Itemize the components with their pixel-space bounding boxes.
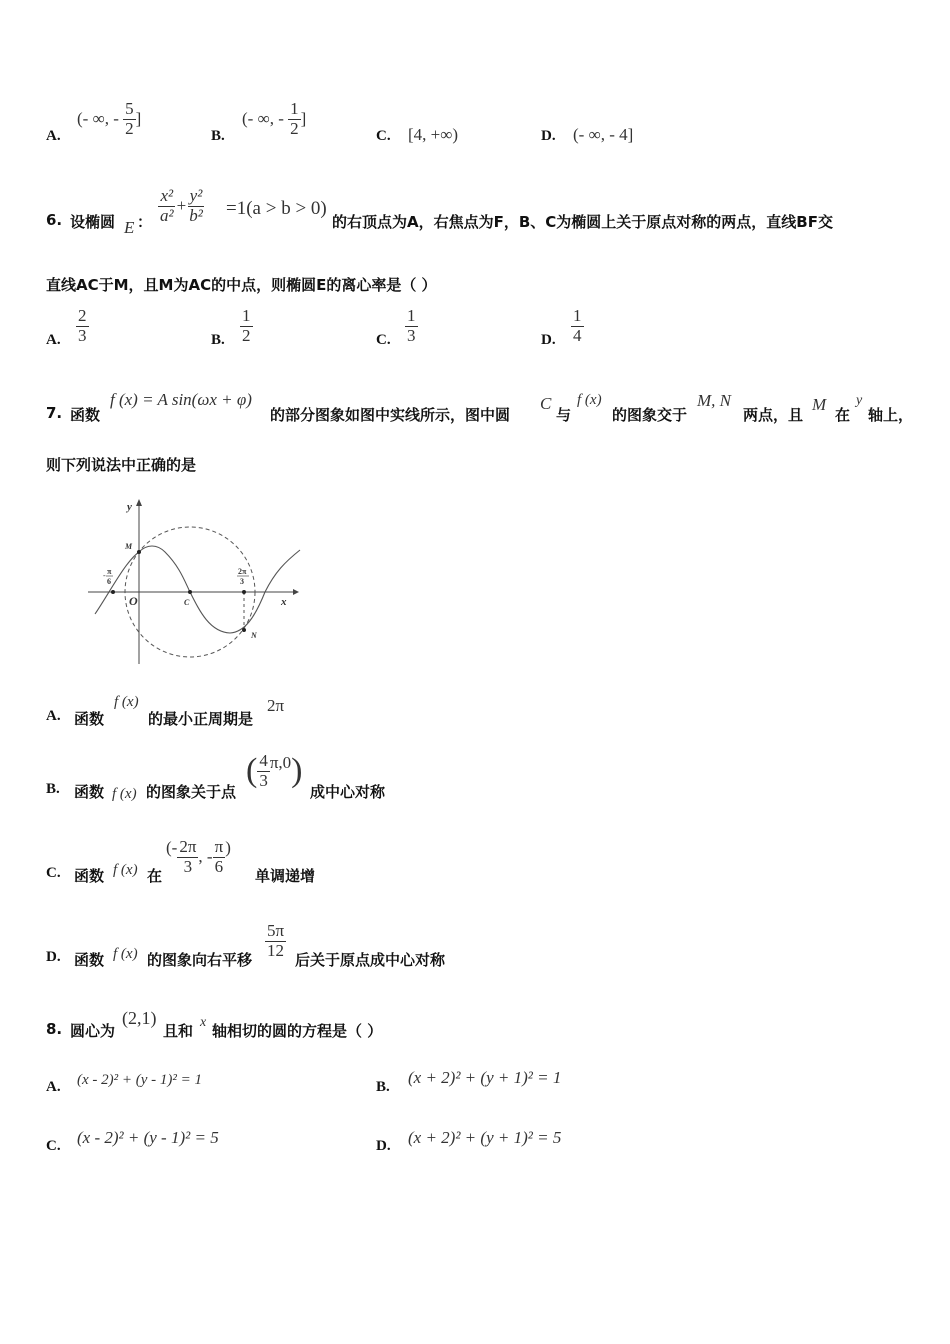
q7-function-formula: f (x) = A sin(ωx + φ) <box>110 390 252 409</box>
q8-option-a-expr: (x - 2)² + (y - 1)² = 1 <box>77 1072 203 1088</box>
q7-number: 7. <box>46 404 63 422</box>
q7-option-d-label[interactable]: D. <box>46 949 61 965</box>
q7-text-1: 函数 <box>70 406 101 424</box>
figure-3-label: 3 <box>240 577 244 586</box>
q6-option-a-value: $\frac{2}{3}$ <box>78 306 87 345</box>
q8-number: 8. <box>46 1020 63 1038</box>
q7-figure <box>85 492 310 670</box>
q7-option-d-text-2: 的图象向右平移 <box>147 951 253 969</box>
q7-circle-c: C <box>540 394 552 413</box>
q8-option-a-label[interactable]: A. <box>46 1079 61 1095</box>
q8-option-d-label[interactable]: D. <box>376 1138 391 1154</box>
q6-equation-rest: =1(a > b > 0) <box>226 198 327 219</box>
figure-y-label: y <box>127 501 132 513</box>
figure-pi-label: π <box>107 567 112 576</box>
q8-text-1: 圆心为 <box>70 1022 116 1040</box>
q8-option-c-expr: (x - 2)² + (y - 1)² = 5 <box>77 1128 219 1147</box>
q7-fx: f (x) <box>577 392 602 408</box>
q7-points-mn: M, N <box>697 391 731 410</box>
q7-option-a-label[interactable]: A. <box>46 708 61 724</box>
q8-option-b-label[interactable]: B. <box>376 1079 390 1095</box>
q6-option-d-value: $\frac{1}{4}$ <box>573 306 582 345</box>
q5-option-b-label[interactable]: B. <box>211 128 225 144</box>
q6-option-a-label[interactable]: A. <box>46 332 61 348</box>
q8-option-d-expr: (x + 2)² + (y + 1)² = 5 <box>408 1128 562 1147</box>
q5-option-d-expr: (- ∞, - 4] <box>573 125 634 144</box>
q7-text-7: 轴上， <box>868 406 914 424</box>
q7-point-m: M <box>812 395 827 414</box>
q8-text-2: 且和 <box>163 1022 194 1040</box>
figure-origin-label: O <box>129 594 138 608</box>
q8-option-b-expr: (x + 2)² + (y + 1)² = 1 <box>408 1068 562 1087</box>
q7-option-d-shift: $\frac{5\pi}{12}$ <box>267 921 285 960</box>
q7-text-6: 在 <box>835 406 851 424</box>
q7-option-b-text-2: 的图象关于点 <box>146 783 237 801</box>
q7-option-d-text-1: 函数 <box>74 951 105 969</box>
q7-option-b-label[interactable]: B. <box>46 781 60 797</box>
figure-6-label: 6 <box>107 577 111 586</box>
q6-text-2: 的右顶点为A，右焦点为F，B、C为椭圆上关于原点对称的两点，直线BF交 <box>332 213 833 231</box>
q5-option-c-expr: [4, +∞) <box>408 125 459 144</box>
q5-option-c-label[interactable]: C. <box>376 128 391 144</box>
q8-center: (2,1) <box>122 1008 157 1028</box>
q6-option-b-label[interactable]: B. <box>211 332 225 348</box>
q5-option-d-label[interactable]: D. <box>541 128 556 144</box>
figure-c-label: C <box>184 598 190 607</box>
sine-circle-graph <box>85 492 310 670</box>
q5-option-b-expr: (- ∞, - $\frac{1}{2}$ ] <box>242 99 307 138</box>
q7-option-c-text-2: 在 <box>147 867 163 885</box>
q6-text-3: 直线AC于M，且M为AC的中点，则椭圆E的离心率是（ ） <box>46 276 437 294</box>
q7-option-c-text-3: 单调递增 <box>255 867 316 885</box>
q7-option-c-interval: (- $\frac{2\pi}{3}$ , - $\frac{\pi}{6}$ ) <box>166 837 231 876</box>
q6-text-1: 设椭圆 <box>70 213 116 231</box>
q7-option-a-text-2: 的最小正周期是 <box>148 710 254 728</box>
q7-option-c-fx: f (x) <box>113 862 138 878</box>
q7-option-a-fx: f (x) <box>114 694 139 710</box>
q6-ellipse-name: E <box>124 218 135 237</box>
q7-option-c-text-1: 函数 <box>74 867 105 885</box>
q7-text-5: 两点，且 <box>743 406 804 424</box>
q6-option-c-label[interactable]: C. <box>376 332 391 348</box>
q7-option-b-point: ( $\frac{4}{3}$ π,0) <box>246 751 303 790</box>
q8-x: x <box>200 1015 207 1030</box>
q7-option-a-text-1: 函数 <box>74 710 105 728</box>
figure-m-label: M <box>125 542 133 551</box>
q7-text-2: 的部分图象如图中实线所示，图中圆 <box>270 406 511 424</box>
q6-ellipse-equation: $\frac{\text{x²}}{\text{a²}}$ + $\frac{\text{y²}}{\text{b²}}$ <box>160 186 203 225</box>
q8-text-3: 轴相切的圆的方程是（ ） <box>212 1022 383 1040</box>
q6-colon: ： <box>137 213 153 231</box>
q7-text-8: 则下列说法中正确的是 <box>46 456 197 474</box>
figure-n-label: N <box>251 631 257 640</box>
q8-option-c-label[interactable]: C. <box>46 1138 61 1154</box>
figure-x-label: x <box>281 596 287 608</box>
q7-option-d-text-3: 后关于原点成中心对称 <box>295 951 446 969</box>
q6-number: 6. <box>46 211 63 229</box>
q6-option-d-label[interactable]: D. <box>541 332 556 348</box>
q6-option-b-value: $\frac{1}{2}$ <box>242 306 251 345</box>
q5-option-a-label[interactable]: A. <box>46 128 61 144</box>
q7-option-b-text-3: 成中心对称 <box>310 783 386 801</box>
q5-option-a-expr: (- ∞, - $\frac{5}{2}$ ] <box>77 99 142 138</box>
q7-option-b-text-1: 函数 <box>74 783 105 801</box>
q6-option-c-value: $\frac{1}{3}$ <box>407 306 416 345</box>
q7-option-b-fx: f (x) <box>112 786 137 802</box>
figure-2pi-label: 2π <box>238 567 247 576</box>
q7-y: y <box>856 393 863 408</box>
q7-text-3: 与 <box>556 406 572 424</box>
q7-option-a-value: 2π <box>267 696 285 715</box>
figure-neg-sign: - <box>103 571 106 580</box>
q7-option-c-label[interactable]: C. <box>46 865 61 881</box>
q7-text-4: 的图象交于 <box>612 406 688 424</box>
q7-option-d-fx: f (x) <box>113 946 138 962</box>
